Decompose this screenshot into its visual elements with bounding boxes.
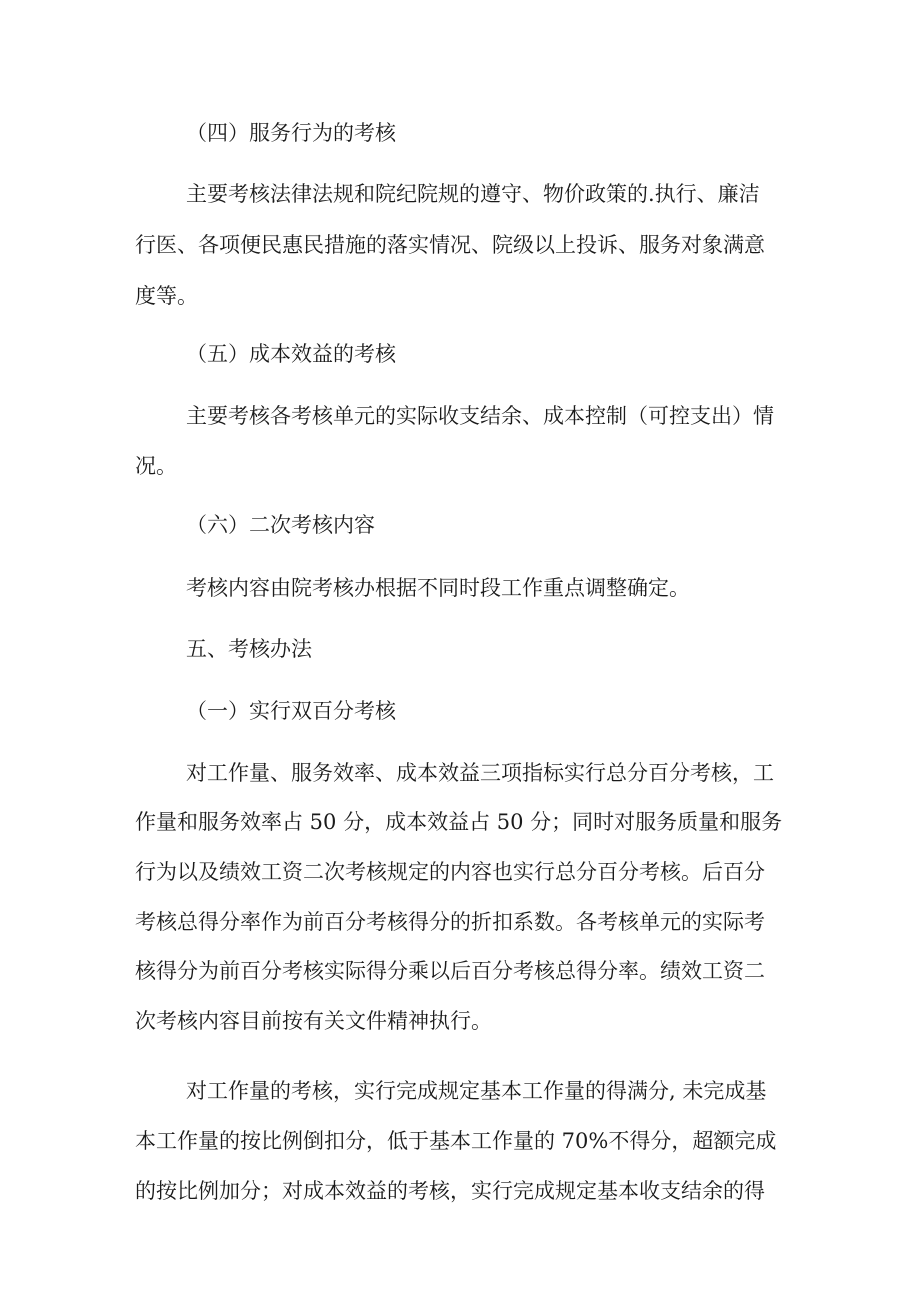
paragraph-line: 对工作量的考核，实行完成规定基本工作量的得满分, 未完成基: [186, 1079, 767, 1103]
paragraph-line: 本工作量的按比例倒扣分，低于基本工作量的 70%不得分，超额完成: [135, 1129, 777, 1153]
paragraph-line: 考核总得分率作为前百分考核得分的折扣系数。各考核单元的实际考: [135, 910, 765, 934]
paragraph-line: 次考核内容目前按有关文件精神执行。: [135, 1009, 492, 1033]
paragraph-line: 况。: [135, 454, 177, 478]
section-heading-1: （一）实行双百分考核: [186, 699, 396, 723]
paragraph-line: 行医、各项便民惠民措施的落实情况、院级以上投诉、服务对象满意: [135, 233, 765, 257]
paragraph-line: 核得分为前百分考核实际得分乘以后百分考核总得分率。绩效工资二: [135, 959, 765, 983]
paragraph-line: 作量和服务效率占 50 分，成本效益占 50 分；同时对服务质量和服务: [135, 810, 783, 834]
paragraph-line: 度等。: [135, 284, 198, 308]
paragraph-line: 对工作量、服务效率、成本效益三项指标实行总分百分考核，工: [186, 761, 774, 785]
paragraph-line: 的按比例加分；对成本效益的考核，实行完成规定基本收支结余的得: [135, 1179, 765, 1203]
paragraph-line: 主要考核法律法规和院纪院规的遵守、物价政策的.执行、廉洁: [186, 182, 760, 206]
section-heading-5: （五）成本效益的考核: [186, 342, 396, 366]
chapter-heading-5: 五、考核办法: [186, 637, 312, 661]
paragraph-line: 考核内容由院考核办根据不同时段工作重点调整确定。: [186, 576, 690, 600]
section-heading-4: （四）服务行为的考核: [186, 121, 396, 145]
paragraph-line: 主要考核各考核单元的实际收支结余、成本控制（可控支出）情: [186, 404, 774, 428]
paragraph-line: 行为以及绩效工资二次考核规定的内容也实行总分百分考核。后百分: [135, 860, 765, 884]
section-heading-6: （六）二次考核内容: [186, 513, 375, 537]
